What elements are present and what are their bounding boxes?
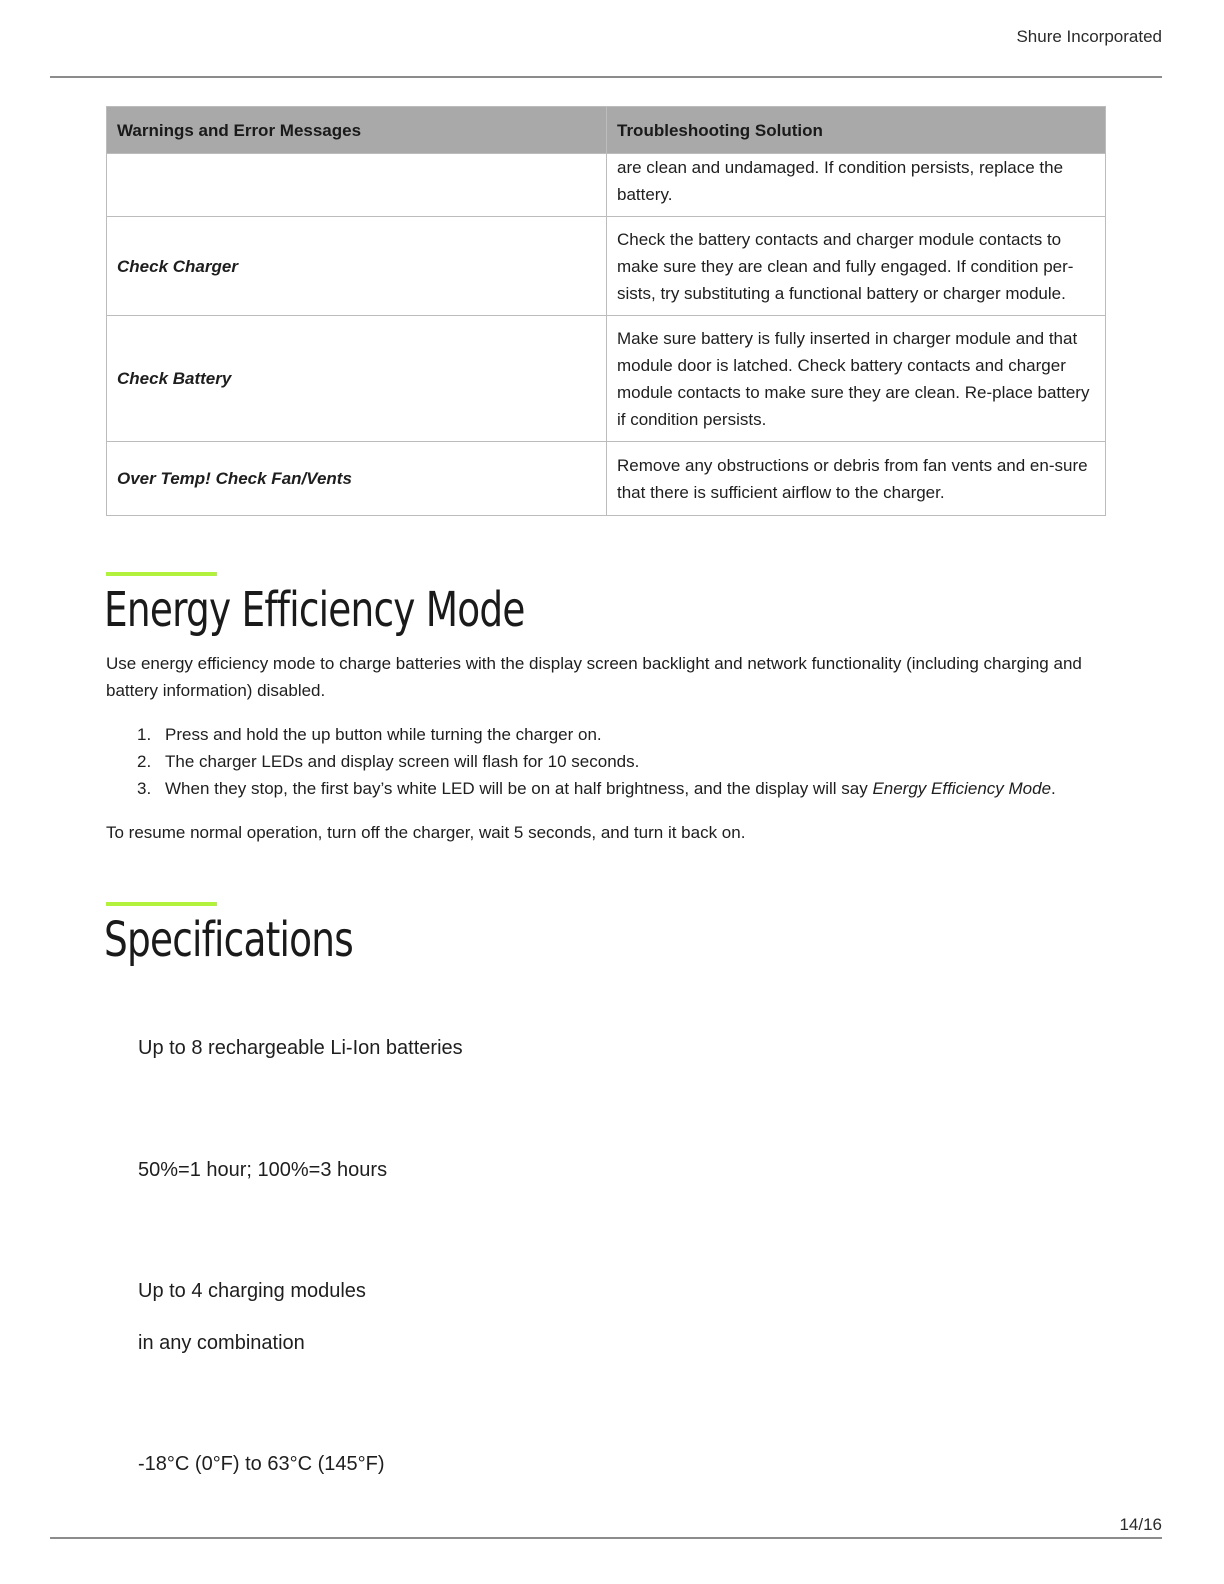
spec-battery-capacity: Up to 8 rechargeable Li-Ion batteries <box>138 1037 463 1059</box>
step-text: Press and hold the up button while turning the charger on. <box>165 725 602 744</box>
step-text: The charger LEDs and display screen will flash for 10 seconds. <box>165 752 640 771</box>
energy-efficiency-intro: Use energy efficiency mode to charge batteries with the display screen backlight and network functionality (including charging and battery information) disabled. <box>106 654 1082 700</box>
table-row <box>107 154 1106 217</box>
spec-charge-time: 50%=1 hour; 100%=3 hours <box>138 1159 388 1181</box>
solution-cell: Check the battery contacts and charger module contacts to make sure they are clean and fully engaged. If condition per-sists, try substituting a functional battery or charger module. <box>607 217 1106 316</box>
energy-efficiency-heading: Energy Efficiency Mode <box>104 582 525 638</box>
energy-steps-list <box>106 721 1116 802</box>
spec-temperature-range: -18°C (0°F) to 63°C (145°F) <box>138 1453 385 1475</box>
section-accent-bar <box>106 572 217 576</box>
specifications-heading: Specifications <box>104 912 353 968</box>
table-row <box>107 217 1106 316</box>
header-divider <box>50 76 1162 78</box>
step-number: 3. <box>137 779 152 798</box>
table-row <box>107 316 1106 442</box>
solution-cell: Make sure battery is fully inserted in charger module and that module door is latched. Check battery contacts and charger module contacts to make sure they are clean. Re-place battery if condition persists. <box>607 316 1106 442</box>
step-emphasis: Energy Efficiency Mode <box>872 779 1052 798</box>
solution-cell: Remove any obstructions or debris from fan vents and en-sure that there is sufficient airflow to the charger. <box>607 442 1106 516</box>
error-message-cell <box>107 154 607 217</box>
header-company-name: Shure Incorporated <box>1016 27 1162 46</box>
list-item <box>106 775 1116 802</box>
error-message-cell: Check Battery <box>107 316 607 442</box>
spec-module-combination: in any combination <box>138 1332 305 1354</box>
resume-instructions: To resume normal operation, turn off the charger, wait 5 seconds, and turn it back on. <box>106 823 746 842</box>
table-row <box>107 442 1106 516</box>
error-message-cell: Over Temp! Check Fan/Vents <box>107 442 607 516</box>
list-item <box>106 721 1116 748</box>
spec-module-count: Up to 4 charging modules <box>138 1280 366 1302</box>
step-text: When they stop, the first bay’s white LED will be on at half brightness, and the display will say <box>165 779 873 798</box>
solution-cell: are clean and undamaged. If condition persists, replace the battery. <box>607 154 1106 217</box>
step-end: . <box>1051 779 1056 798</box>
page-number: 14/16 <box>1119 1515 1162 1534</box>
table-header-row <box>107 107 1106 154</box>
error-message-cell: Check Charger <box>107 217 607 316</box>
step-number: 1. <box>137 725 152 744</box>
list-item <box>106 748 1116 775</box>
column-header-messages: Warnings and Error Messages <box>107 107 607 154</box>
footer-divider <box>50 1537 1162 1539</box>
troubleshooting-table <box>106 106 1106 516</box>
column-header-solution: Troubleshooting Solution <box>607 107 1106 154</box>
section-accent-bar <box>106 902 217 906</box>
step-number: 2. <box>137 752 152 771</box>
